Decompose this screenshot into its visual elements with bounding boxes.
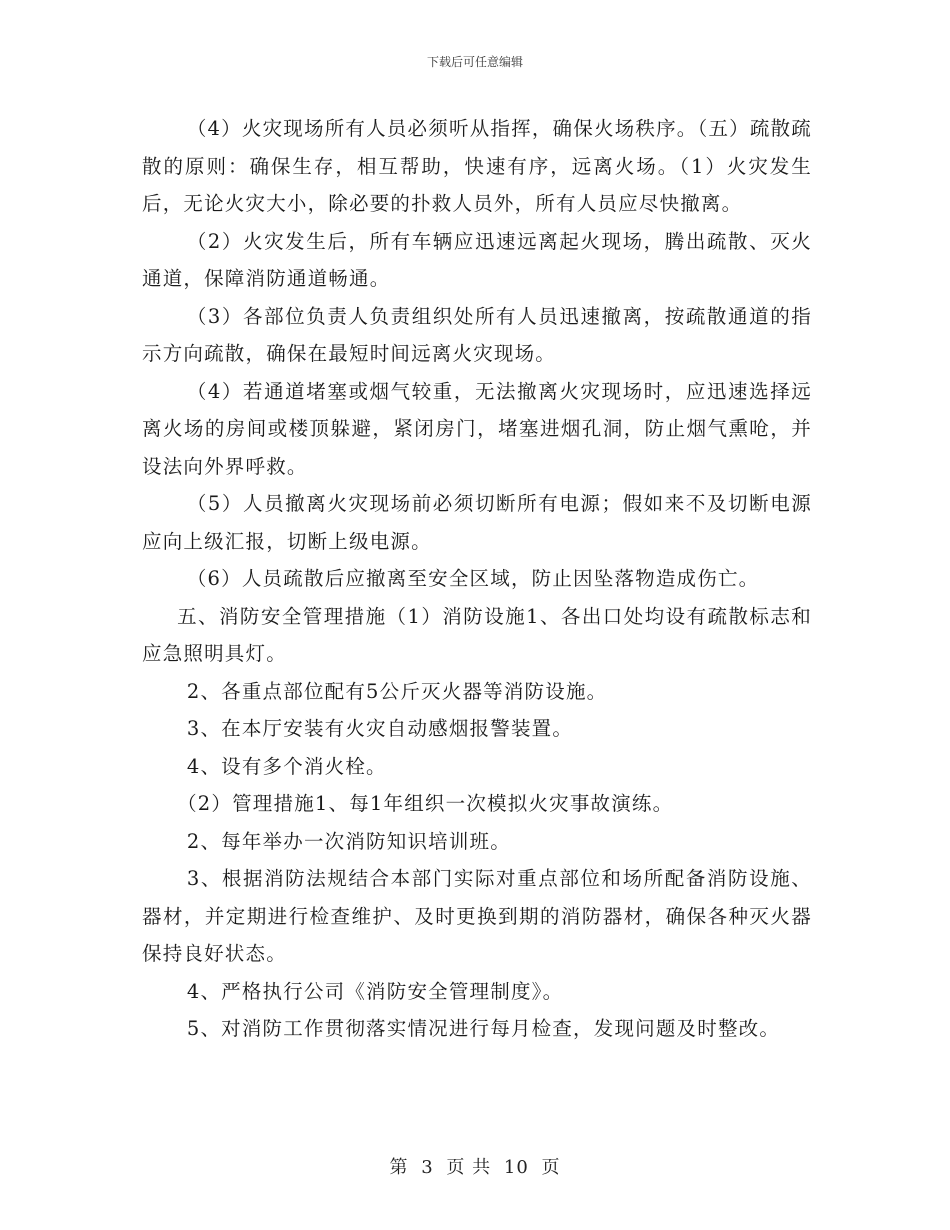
- page-prefix: 第: [389, 1157, 409, 1178]
- paragraph: （2）火灾发生后，所有车辆应迅速远离起火现场，腾出疏散、灭火通道，保障消防通道畅通。: [142, 229, 812, 290]
- paragraph: 2、各重点部位配有5公斤灭火器等消防设施。: [186, 679, 608, 703]
- page-footer: [0, 1153, 950, 1179]
- page-mid: 页 共: [446, 1157, 492, 1178]
- paragraph: 4、严格执行公司《消防安全管理制度》。: [186, 979, 564, 1003]
- paragraph: 3、在本厅安装有火灾自动感烟报警装置。: [186, 717, 574, 740]
- section-heading-paragraph: 五、消防安全管理措施（1）消防设施1、各出口处均设有疏散标志和应急照明具灯。: [142, 604, 812, 665]
- paragraph: 3、根据消防法规结合本部门实际对重点部位和场所配备消防设施、器材，并定期进行检查维护、及时更换到期的消防器材，确保各种灭火器保持良好状态。: [142, 867, 812, 965]
- page-total: 10: [503, 1157, 529, 1178]
- paragraph: （4）若通道堵塞或烟气较重，无法撤离火灾现场时，应迅速选择远离火场的房间或楼顶躲避，紧闭房门，堵塞进烟孔洞，防止烟气熏呛，并设法向外界呼救。: [142, 379, 812, 478]
- page-suffix: 页: [541, 1157, 561, 1178]
- paragraph: （4）火灾现场所有人员必须听从指挥，确保火场秩序。（五）疏散疏散的原则：确保生存，相互帮助，快速有序，远离火场。（1）火灾发生后，无论火灾大小，除必要的扑救人员外，所有人员应尽快撤离。: [142, 117, 812, 215]
- paragraph: 4、设有多个消火栓。: [186, 754, 387, 778]
- document-body: [142, 110, 812, 1048]
- header-note: 下载后可任意编辑: [426, 55, 523, 69]
- page-number: 3: [421, 1157, 434, 1178]
- paragraph: （2）管理措施1、每1年组织一次模拟火灾事故演练。: [177, 792, 674, 815]
- paragraph: 5、对消防工作贯彻落实情况进行每月检查，发现问题及时整改。: [186, 1017, 781, 1040]
- paragraph: 2、每年举办一次消防知识培训班。: [186, 829, 511, 853]
- paragraph: （6）人员疏散后应撤离至安全区域，防止因坠落物造成伤亡。: [186, 567, 760, 590]
- paragraph: （5）人员撤离火灾现场前必须切断所有电源；假如来不及切断电源应向上级汇报，切断上级电源。: [142, 492, 812, 553]
- paragraph: （3）各部位负责人负责组织处所有人员迅速撤离，按疏散通道的指示方向疏散，确保在最短时间远离火灾现场。: [142, 304, 812, 365]
